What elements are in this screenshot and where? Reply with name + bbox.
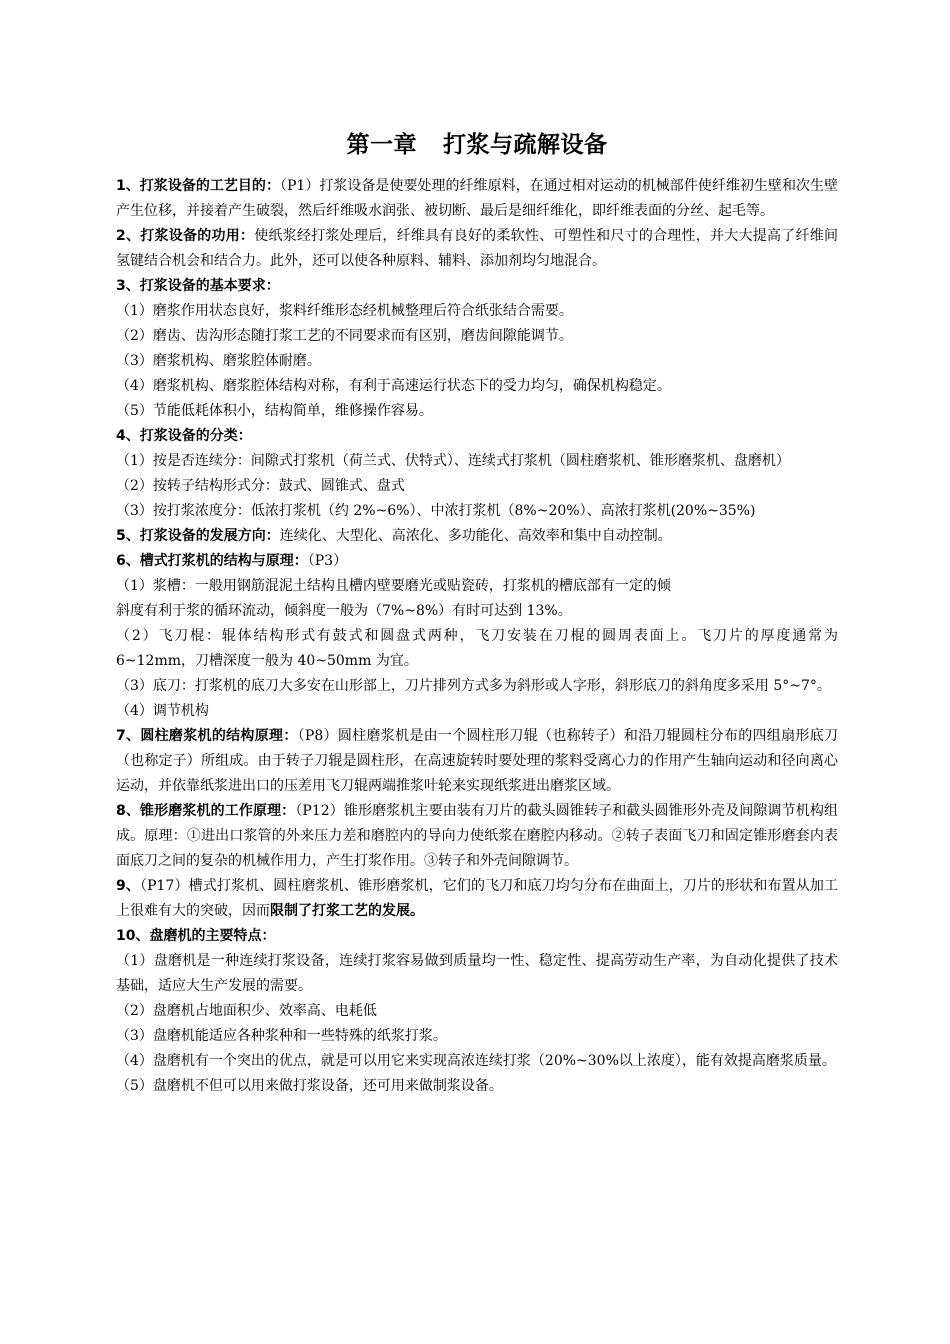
section-1: [116, 174, 838, 224]
section-8: [116, 799, 838, 874]
list-item: （4）调节机构: [116, 703, 209, 719]
list-item: （5）盘磨机不但可以用来做打浆设备，还可用来做制浆设备。: [116, 1078, 503, 1094]
list-item: （1）盘磨机是一种连续打浆设备，连续打浆容易做到质量均一性、稳定性、提高劳动生产率，为自动化提供了技术基础，适应大生产发展的需要。: [116, 953, 838, 994]
list-item: 斜度有利于浆的循环流动，倾斜度一般为（7%~8%）有时可达到 13%。: [116, 603, 572, 619]
chapter-title: [116, 128, 838, 162]
section-6: [116, 549, 838, 574]
section-text: （P12）锥形磨浆机主要由装有刀片的截头圆锥转子和截头圆锥形外壳及间隙调节机构组成。原理：①进出口浆管的外来压力差和磨腔内的导向力使纸浆在磨腔内移动。②转子表面飞刀和固定锥形磨套内表面底刀之间的复杂的机械作用力，产生打浆作用。③转子和外壳间隙调节。: [116, 803, 838, 869]
section-heading: 5、打浆设备的发展方向：: [116, 528, 280, 544]
list-item: （2）飞刀棍：辊体结构形式有鼓式和圆盘式两种，飞刀安装在刀棍的圆周表面上。飞刀片的厚度通常为 6~12mm，刀槽深度一般为 40~50mm 为宜。: [116, 628, 838, 669]
list-item: （5）节能低耗体积小，结构简单，维修操作容易。: [116, 403, 433, 419]
section-text: （P1）打浆设备是使要处理的纤维原料，在通过相对运动的机械部件使纤维初生壁和次生壁产生位移，并接着产生破裂，然后纤维吸水润张、被切断、最后是细纤维化，即纤维表面的分丝、起毛等。: [116, 178, 838, 219]
chapter-number: 第一章: [346, 132, 417, 158]
list-item: （1）浆槽：一般用钢筋混泥土结构且槽内壁要磨光或贴瓷砖，打浆机的槽底部有一定的倾: [116, 578, 671, 594]
list-item: （3）按打浆浓度分：低浓打浆机（约 2%~6%）、中浓打浆机（8%~20%）、高浓打浆机(20%~35%): [116, 503, 756, 519]
list-item: （2）盘磨机占地面积少、效率高、电耗低: [116, 1003, 377, 1019]
chapter-name: 打浆与疏解设备: [443, 132, 608, 158]
document-body: [116, 174, 838, 1099]
section-heading: 8、锥形磨浆机的工作原理：: [116, 803, 296, 819]
list-item: （2）按转子结构形式分：鼓式、圆锥式、盘式: [116, 478, 405, 494]
list-item: （3）底刀：打浆机的底刀大多安在山形部上，刀片排列方式多为斜形或人字形，斜形底刀的斜角度多采用 5°~7°。: [116, 678, 831, 694]
emphasis-text: 限制了打浆工艺的发展。: [270, 903, 424, 919]
section-4-heading: 4、打浆设备的分类：: [116, 428, 252, 444]
section-10-heading: 10、盘磨机的主要特点：: [116, 928, 276, 944]
section-5: [116, 524, 838, 549]
list-item: （4）磨浆机构、磨浆腔体结构对称，有利于高速运行状态下的受力均匀，确保机构稳定。: [116, 378, 671, 394]
section-heading: 9、: [116, 878, 140, 894]
section-heading: 6、槽式打浆机的结构与原理：: [116, 553, 308, 569]
section-heading: 2、打浆设备的功用：: [116, 228, 255, 244]
section-heading: 7、圆柱磨浆机的结构原理：: [116, 728, 298, 744]
section-text: 使纸浆经打浆处理后，纤维具有良好的柔软性、可塑性和尺寸的合理性，并大大提高了纤维间氢键结合机会和结合力。此外，还可以使各种原料、辅料、添加剂均匀地混合。: [116, 228, 839, 269]
section-3-heading: 3、打浆设备的基本要求：: [116, 278, 280, 294]
document-page: [116, 128, 838, 1099]
section-9: [116, 874, 838, 924]
section-7: [116, 724, 838, 799]
section-text: （P3）: [307, 553, 348, 569]
section-heading: 1、打浆设备的工艺目的：: [116, 178, 280, 194]
section-text: （P17）槽式打浆机、圆柱磨浆机、锥形磨浆机，它们的飞刀和底刀均匀分布在曲面上，刀片的形状和布置从加工上很难有大的突破，因而: [116, 878, 838, 919]
section-text: （P8）圆柱磨浆机是由一个圆柱形刀辊（也称转子）和沿刀辊圆柱分布的四组扇形底刀（也称定子）所组成。由于转子刀辊是圆柱形，在高速旋转时要处理的浆料受离心力的作用产生轴向运动和径向离心运动，并依靠纸浆进出口的压差用飞刀辊两端推浆叶轮来实现纸浆进出磨浆区域。: [116, 728, 838, 794]
list-item: （1）磨浆作用状态良好，浆料纤维形态经机械整理后符合纸张结合需要。: [116, 303, 573, 319]
list-item: （4）盘磨机有一个突出的优点，就是可以用它来实现高浓连续打浆（20%~30%以上浓度），能有效提高磨浆质量。: [116, 1053, 836, 1069]
list-item: （3）盘磨机能适应各种浆种和一些特殊的纸浆打浆。: [116, 1028, 447, 1044]
list-item: （2）磨齿、齿沟形态随打浆工艺的不同要求而有区别，磨齿间隙能调节。: [116, 328, 573, 344]
section-2: [116, 224, 838, 274]
section-text: 连续化、大型化、高浓化、多功能化、高效率和集中自动控制。: [279, 528, 672, 544]
list-item: （1）按是否连续分：间隙式打浆机（荷兰式、伏特式）、连续式打浆机（圆柱磨浆机、锥形磨浆机、盘磨机）: [116, 453, 790, 469]
list-item: （3）磨浆机构、磨浆腔体耐磨。: [116, 353, 321, 369]
